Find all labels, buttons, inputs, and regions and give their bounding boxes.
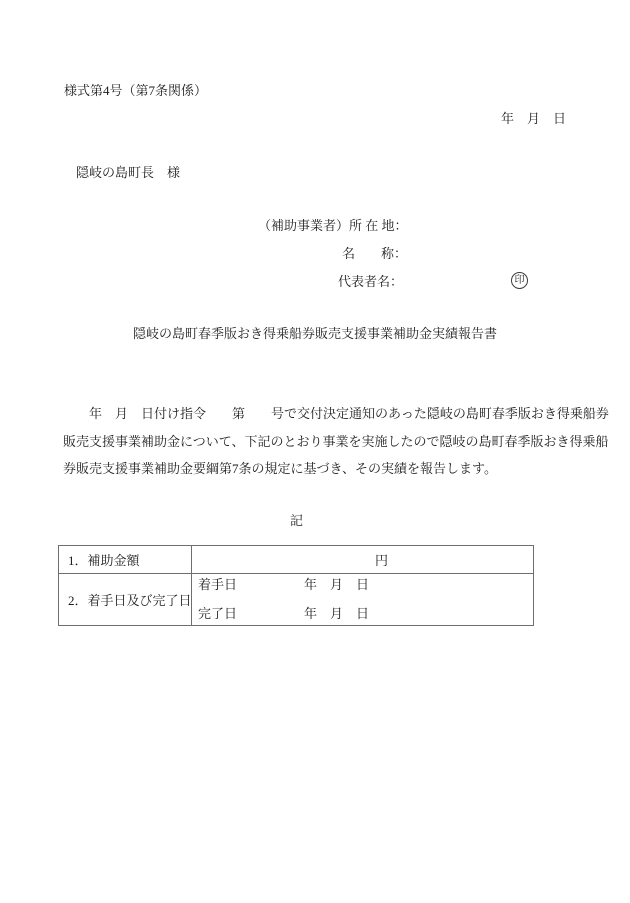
yen-unit: 円 <box>374 553 388 568</box>
end-date-row <box>192 602 533 626</box>
form-number: 様式第4号（第7条関係） <box>64 83 208 98</box>
document-title: 隠岐の島町春季版おき得乗船券販売支援事業補助金実績報告書 <box>132 326 497 341</box>
applicant-prefix: （補助事業者） <box>258 218 350 233</box>
applicant-address-line <box>258 219 408 233</box>
applicant-name-line <box>342 247 407 261</box>
subsidy-amount-label-text: 1．補助金額 <box>68 553 140 568</box>
subsidy-amount-value-cell <box>192 546 533 573</box>
dates-value-cell <box>192 574 533 625</box>
body-line: 年 月 日付け指令 第 号で交付決定通知のあった隠岐の島町春季版おき得乗船券 <box>63 406 609 421</box>
start-date-label: 着手日 <box>198 577 238 592</box>
body-line: 販売支援事業補助金について、下記のとおり事業を実施したので隠岐の島町春季版おき得乗船 <box>63 433 609 449</box>
dates-label <box>59 574 192 625</box>
seal-icon: 印 <box>511 272 528 289</box>
addressee: 隠岐の島町長 様 <box>76 165 181 180</box>
name-label: 名 称： <box>342 246 408 261</box>
body-line: 券販売支援事業補助金要綱第7条の規定に基づき、その実績を報告します。 <box>63 461 497 476</box>
end-date-label: 完了日 <box>198 606 238 621</box>
address-label: 所 在 地： <box>349 218 408 233</box>
end-date-value: 年 月 日 <box>304 606 370 621</box>
start-date-row <box>192 573 533 597</box>
ki-heading: 記 <box>290 513 304 528</box>
table-row-dates <box>59 574 533 625</box>
table-row-subsidy-amount <box>59 546 533 574</box>
date-line: 年 月 日 <box>501 111 567 126</box>
applicant-representative-line <box>338 275 403 289</box>
start-date-value: 年 月 日 <box>304 577 370 592</box>
representative-label: 代表者名： <box>338 274 404 289</box>
dates-label-text: 2．着手日及び完了日 <box>68 593 192 608</box>
subsidy-amount-label <box>59 546 192 573</box>
body-paragraph <box>63 400 609 483</box>
report-table <box>58 545 534 626</box>
